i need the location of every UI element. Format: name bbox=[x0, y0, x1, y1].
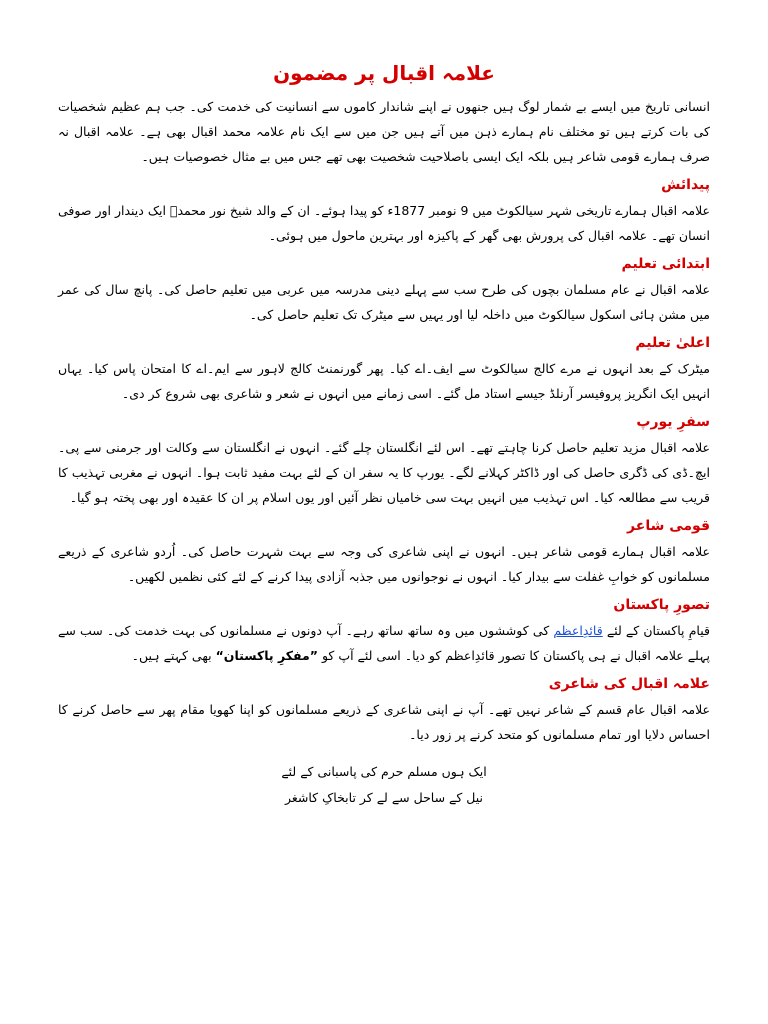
section-text-europe-journey: علامہ اقبال مزید تعلیم حاصل کرنا چاہتے تھے۔ اس لئے انگلستان چلے گئے۔ انہوں نے انگلستان سے وکالت اور جرمنی سے پی۔ایچ۔ڈی کی ڈگری حاصل کی اور ڈاکٹر کہلانے لگے۔ یورپ کا یہ سفر ان کے لئے بہت مفید ثابت ہوا۔ انہوں نے مغربی تہذیب کا قریب سے مطالعہ کیا۔ اس تہذیب میں انہیں بہت سی خامیاں نظر آئیں اور یوں اسلام پر ان کا عقیدہ اور بھی پختہ ہو گیا۔ bbox=[58, 440, 710, 505]
section-text-idea-of-pakistan bbox=[58, 618, 710, 668]
poem-couplet bbox=[58, 759, 710, 811]
section-heading-europe-journey: سفرِ یورپ bbox=[636, 414, 710, 430]
poem-line-1: ایک ہوں مسلم حرم کی پاسبانی کے لئے bbox=[281, 764, 487, 779]
section-heading-idea-of-pakistan: تصورِ پاکستان bbox=[613, 597, 710, 613]
text-after-link: کی کوششوں میں وہ ساتھ ساتھ رہے۔ آپ دونوں نے مسلمانوں کی بہت خدمت کی۔ سب سے پہلے علامہ اقبال نے ہی پاکستان کا تصور قائدِاعظم کو دیا۔ اسی لئے آپ کو bbox=[58, 623, 710, 663]
poem-line-2: نیل کے ساحل سے لے کر تابخاکِ کاشغر bbox=[284, 790, 484, 805]
section-heading-higher-education: اعلیٰ تعلیم bbox=[635, 335, 710, 351]
bold-title-text: ”مفکرِ پاکستان“ bbox=[215, 648, 318, 663]
quaid-e-azam-link[interactable]: قائدِاعظم bbox=[553, 623, 603, 638]
section-heading-birth: پیدائش bbox=[661, 177, 710, 193]
section-heading-iqbal-poetry: علامہ اقبال کی شاعری bbox=[548, 676, 710, 692]
section-heading-national-poet: قومی شاعر bbox=[627, 518, 710, 534]
section-text-iqbal-poetry: علامہ اقبال عام قسم کے شاعر نہیں تھے۔ آپ نے اپنی شاعری کے ذریعے مسلمانوں کو اپنا کھویا مقام پھر سے حاصل کرنے کا احساس دلایا اور تمام مسلمانوں کو متحد کرنے پر زور دیا۔ bbox=[58, 702, 710, 742]
section-text-national-poet: علامہ اقبال ہمارے قومی شاعر ہیں۔ انہوں نے اپنی شاعری کی وجہ سے بہت شہرت حاصل کی۔ اُردو شاعری کے ذریعے مسلمانوں کو خوابِ غفلت سے بیدار کیا۔ انہوں نے نوجوانوں میں جذبہ آزادی پیدا کرنے کے لئے کئی نظمیں لکھیں۔ bbox=[58, 544, 710, 584]
page-title: علامہ اقبال پر مضمون bbox=[273, 61, 495, 85]
text-before-link: قیامِ پاکستان کے لئے bbox=[602, 623, 710, 638]
section-text-birth: علامہ اقبال ہمارے تاریخی شہر سیالکوٹ میں 9 نومبر 1877ء کو پیدا ہوئے۔ ان کے والد شیخ نور محمدؒ ایک دیندار اور صوفی انسان تھے۔ علامہ اقبال کی پرورش بھی گھر کے پاکیزہ اور بہترین ماحول میں ہوئی۔ bbox=[58, 203, 710, 243]
section-text-early-education: علامہ اقبال نے عام مسلمان بچوں کی طرح سب سے پہلے دینی مدرسہ میں عربی میں تعلیم حاصل کی۔ پانچ سال کی عمر میں مشن ہائی اسکول سیالکوٹ میں داخلہ لیا اور یہیں سے میٹرک تک تعلیم حاصل کی۔ bbox=[58, 282, 710, 322]
text-end: بھی کہتے ہیں۔ bbox=[131, 648, 216, 663]
section-heading-early-education: ابتدائی تعلیم bbox=[621, 256, 710, 272]
intro-paragraph: انسانی تاریخ میں ایسے بے شمار لوگ ہیں جنھوں نے اپنے شاندار کاموں سے انسانیت کی خدمت کی۔ جب ہم عظیم شخصیات کی بات کرتے ہیں تو مختلف نام ہمارے ذہن میں آتے ہیں جن میں سے ایک نام علامہ محمد اقبال بھی ہے۔ علامہ اقبال نہ صرف ہمارے قومی شاعر ہیں بلکہ ایک ایسی باصلاحیت شخصیت بھی تھے جس میں بے مثال خصوصیات ہیں۔ bbox=[58, 99, 710, 164]
section-text-higher-education: میٹرک کے بعد انہوں نے مرے کالج سیالکوٹ سے ایف۔اے کیا۔ پھر گورنمنٹ کالج لاہور سے ایم۔اے کا امتحان پاس کیا۔ یہاں انہیں ایک انگریز پروفیسر آرنلڈ جیسے استاد مل گئے۔ اسی زمانے میں انہوں نے شعر و شاعری بھی شروع کر دی۔ bbox=[58, 361, 710, 401]
